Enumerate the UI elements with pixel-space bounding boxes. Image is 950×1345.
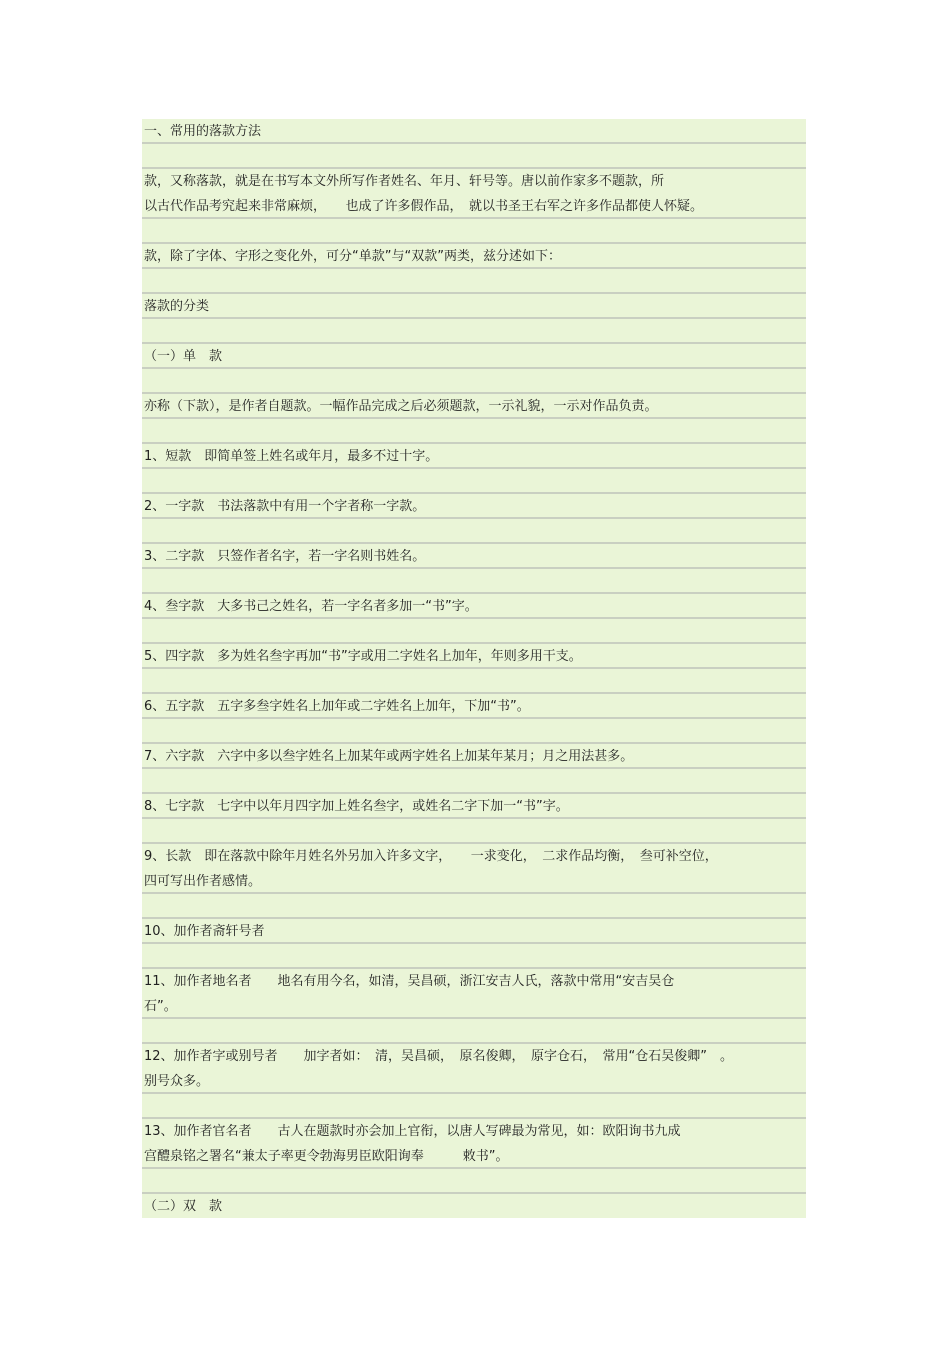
text-line: 别号众多。	[144, 1074, 210, 1089]
blank-row	[142, 469, 806, 494]
text-row	[142, 744, 806, 769]
blank-row	[142, 894, 806, 919]
text-line: 3、二字款 只签作者名字，若一字名则书姓名。	[144, 549, 426, 564]
text-row	[142, 294, 806, 319]
text-row	[142, 644, 806, 669]
blank-row	[142, 219, 806, 244]
text-line: 款，除了字体、字形之变化外，可分“单款”与“双款”两类，兹分述如下：	[144, 249, 561, 264]
text-line: 石”。	[144, 999, 177, 1014]
text-row	[142, 1044, 806, 1094]
text-line: 宫醴泉铭之署名“兼太子率更令勃海男臣欧阳询奉 敕书”。	[144, 1149, 509, 1164]
blank-row	[142, 1094, 806, 1119]
text-row	[142, 244, 806, 269]
blank-row	[142, 1019, 806, 1044]
text-line: 8、七字款 七字中以年月四字加上姓名叁字，或姓名二字下加一“书”字。	[144, 799, 569, 814]
text-row	[142, 1194, 806, 1218]
blank-row	[142, 719, 806, 744]
text-row	[142, 594, 806, 619]
text-line: 12、加作者字或别号者 加字者如： 清，吴昌硕， 原名俊卿， 原字仓石， 常用“仓石吴俊卿” 。	[144, 1049, 734, 1064]
text-line: 4、叁字款 大多书己之姓名，若一字名者多加一“书”字。	[144, 599, 478, 614]
text-row	[142, 844, 806, 894]
text-line: 11、加作者地名者 地名有用今名，如清，吴昌硕，浙江安吉人氏，落款中常用“安吉吴仓	[144, 974, 675, 989]
text-row	[142, 919, 806, 944]
text-line: 13、加作者官名者 古人在题款时亦会加上官衔，以唐人写碑最为常见，如：欧阳询书九成	[144, 1124, 681, 1139]
text-line: 以古代作品考究起来非常麻烦， 也成了许多假作品， 就以书圣王右军之许多作品都使人怀疑。	[144, 199, 704, 214]
text-line: 一、常用的落款方法	[144, 124, 262, 139]
text-row	[142, 394, 806, 419]
text-line: 款，又称落款，就是在书写本文外所写作者姓名、年月、轩号等。唐以前作家多不题款，所	[144, 174, 665, 189]
text-row	[142, 1119, 806, 1169]
blank-row	[142, 1169, 806, 1194]
text-line: 亦称（下款），是作者自题款。一幅作品完成之后必须题款，一示礼貌，一示对作品负责。	[144, 399, 658, 414]
text-line: （一）单 款	[144, 349, 223, 364]
text-row	[142, 544, 806, 569]
text-row	[142, 494, 806, 519]
blank-row	[142, 619, 806, 644]
text-row	[142, 169, 806, 219]
document-table	[142, 119, 806, 1218]
text-line: 2、一字款 书法落款中有用一个字者称一字款。	[144, 499, 426, 514]
text-row	[142, 694, 806, 719]
blank-row	[142, 269, 806, 294]
text-line: 10、加作者斋轩号者	[144, 924, 265, 939]
text-line: 四可写出作者感情。	[144, 874, 262, 889]
text-line: 9、长款 即在落款中除年月姓名外另加入许多文字， 一求变化， 二求作品均衡， 叁可补空位，	[144, 849, 718, 864]
text-line: （二）双 款	[144, 1199, 223, 1214]
blank-row	[142, 669, 806, 694]
blank-row	[142, 569, 806, 594]
text-line: 落款的分类	[144, 299, 210, 314]
text-line: 7、六字款 六字中多以叁字姓名上加某年或两字姓名上加某年某月；月之用法甚多。	[144, 749, 634, 764]
blank-row	[142, 819, 806, 844]
text-line: 5、四字款 多为姓名叁字再加“书”字或用二字姓名上加年，年则多用干支。	[144, 649, 582, 664]
blank-row	[142, 369, 806, 394]
text-line: 1、短款 即简单签上姓名或年月，最多不过十字。	[144, 449, 439, 464]
blank-row	[142, 519, 806, 544]
text-row	[142, 794, 806, 819]
text-row	[142, 969, 806, 1019]
blank-row	[142, 944, 806, 969]
text-row	[142, 444, 806, 469]
text-row	[142, 119, 806, 144]
blank-row	[142, 419, 806, 444]
blank-row	[142, 769, 806, 794]
text-line: 6、五字款 五字多叁字姓名上加年或二字姓名上加年，下加“书”。	[144, 699, 530, 714]
text-row	[142, 344, 806, 369]
blank-row	[142, 144, 806, 169]
blank-row	[142, 319, 806, 344]
